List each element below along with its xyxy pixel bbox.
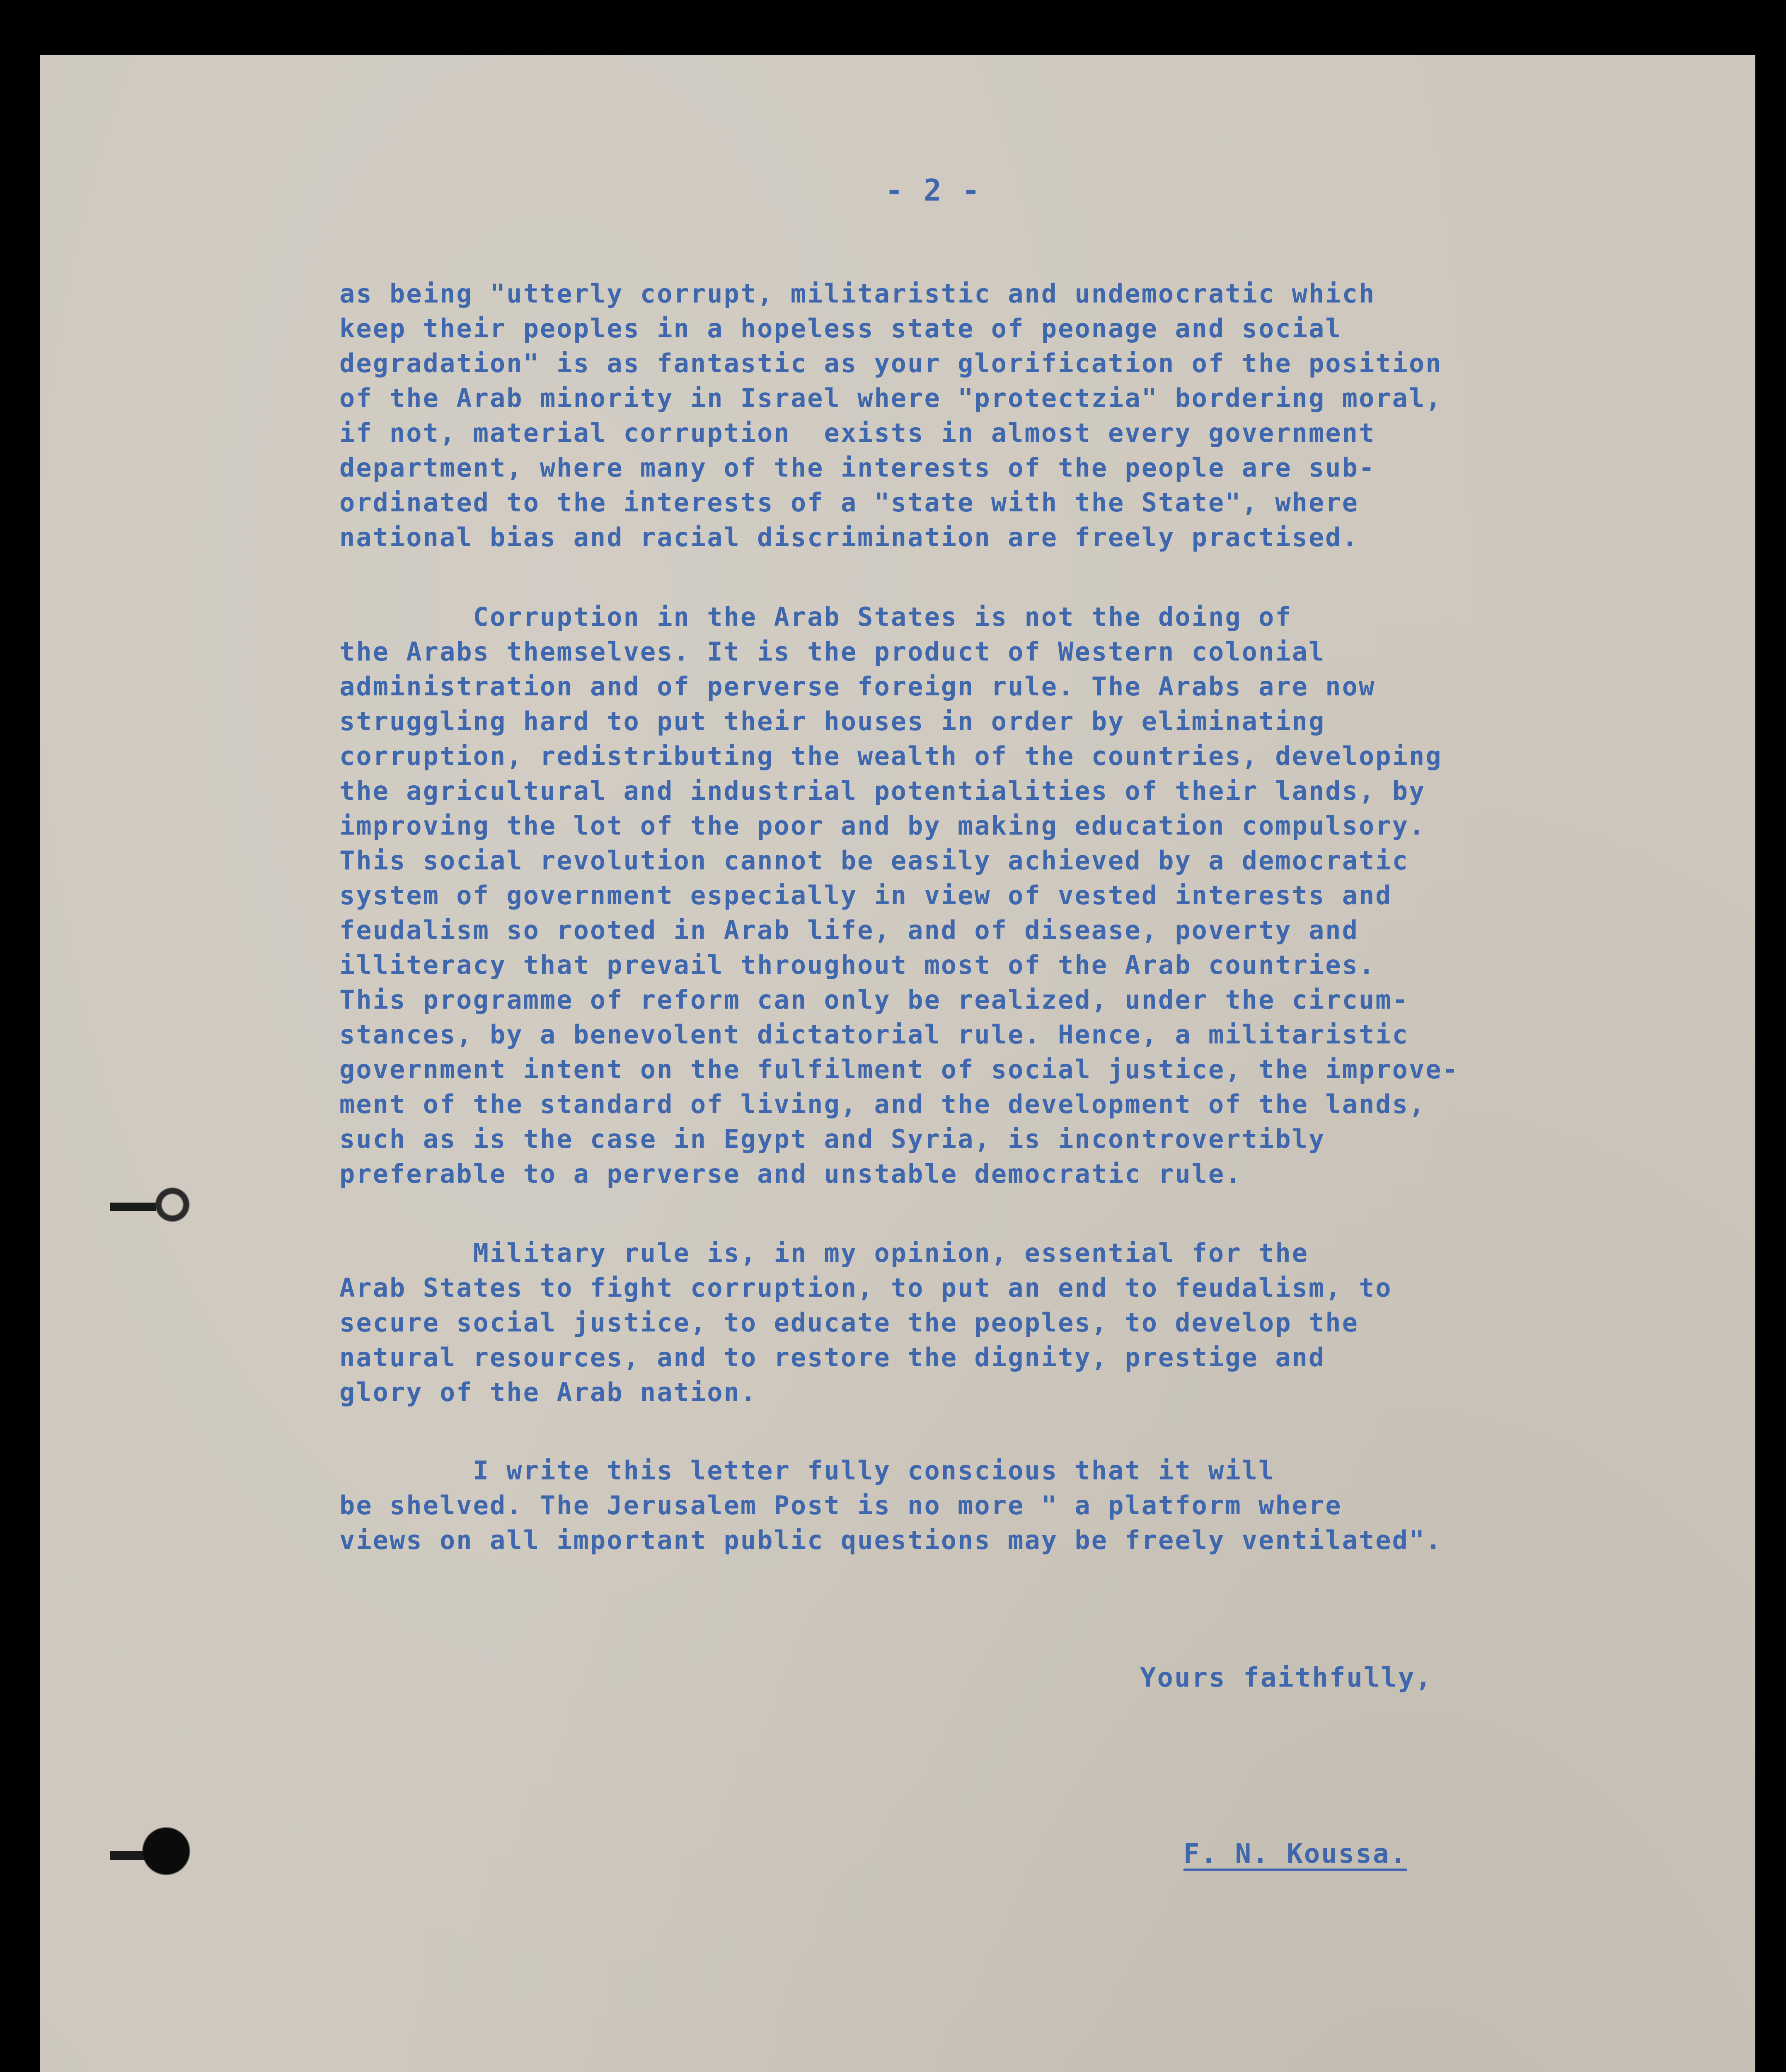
body-line: illiteracy that prevail throughout most of the Arab countries. <box>339 950 1376 980</box>
body-line: the agricultural and industrial potentialities of their lands, by <box>339 776 1426 806</box>
body-line: department, where many of the interests of the people are sub- <box>339 453 1376 483</box>
body-line: I write this letter fully conscious that it will <box>339 1455 1275 1486</box>
body-line: natural resources, and to restore the dignity, prestige and <box>339 1342 1326 1372</box>
body-line: if not, material corruption exists in almost every government <box>339 418 1376 448</box>
letter-page <box>40 55 1755 2072</box>
body-line: preferable to a perverse and unstable democratic rule. <box>339 1159 1242 1189</box>
body-line: corruption, redistributing the wealth of the countries, developing <box>339 741 1442 771</box>
body-line: ordinated to the interests of a "state with the State", where <box>339 487 1359 518</box>
letter-body <box>339 276 1748 1602</box>
signature: F. N. Koussa. <box>1183 1839 1407 1869</box>
body-line: This social revolution cannot be easily achieved by a democratic <box>339 845 1409 876</box>
closing-salutation: Yours faithfully, <box>1140 1663 1433 1693</box>
body-line: such as is the case in Egypt and Syria, is incontrovertibly <box>339 1124 1326 1154</box>
body-line: Arab States to fight corruption, to put an end to feudalism, to <box>339 1273 1392 1303</box>
body-line: national bias and racial discrimination are freely practised. <box>339 522 1359 552</box>
body-line: system of government especially in view of vested interests and <box>339 880 1392 910</box>
body-line: the Arabs themselves. It is the product of Western colonial <box>339 637 1326 667</box>
body-line: Corruption in the Arab States is not the doing of <box>339 602 1292 632</box>
body-line: be shelved. The Jerusalem Post is no more " a platform where <box>339 1490 1342 1520</box>
body-line: Military rule is, in my opinion, essential for the <box>339 1238 1309 1268</box>
body-line: stances, by a benevolent dictatorial rule. Hence, a militaristic <box>339 1019 1409 1050</box>
body-line: degradation" is as fantastic as your glorification of the position <box>339 348 1442 378</box>
body-line: This programme of reform can only be realized, under the circum- <box>339 985 1409 1015</box>
punch-hole <box>139 1824 193 1878</box>
body-line: government intent on the fulfilment of social justice, the improve- <box>339 1054 1459 1084</box>
body-line: secure social justice, to educate the peoples, to develop the <box>339 1307 1359 1338</box>
page-number: - 2 - <box>885 173 981 208</box>
body-line: feudalism so rooted in Arab life, and of disease, poverty and <box>339 915 1359 945</box>
body-line: administration and of perverse foreign rule. The Arabs are now <box>339 671 1376 702</box>
body-line: views on all important public questions may be freely ventilated". <box>339 1525 1442 1555</box>
body-line: keep their peoples in a hopeless state of peonage and social <box>339 313 1342 344</box>
body-line: ment of the standard of living, and the development of the lands, <box>339 1089 1426 1119</box>
body-line: as being "utterly corrupt, militaristic and undemocratic which <box>339 278 1376 309</box>
body-line: improving the lot of the poor and by making education compulsory. <box>339 811 1426 841</box>
punch-hole <box>148 1182 197 1227</box>
body-line: struggling hard to put their houses in order by eliminating <box>339 706 1326 736</box>
body-line: glory of the Arab nation. <box>339 1377 757 1407</box>
body-line: of the Arab minority in Israel where "protectzia" bordering moral, <box>339 383 1442 413</box>
